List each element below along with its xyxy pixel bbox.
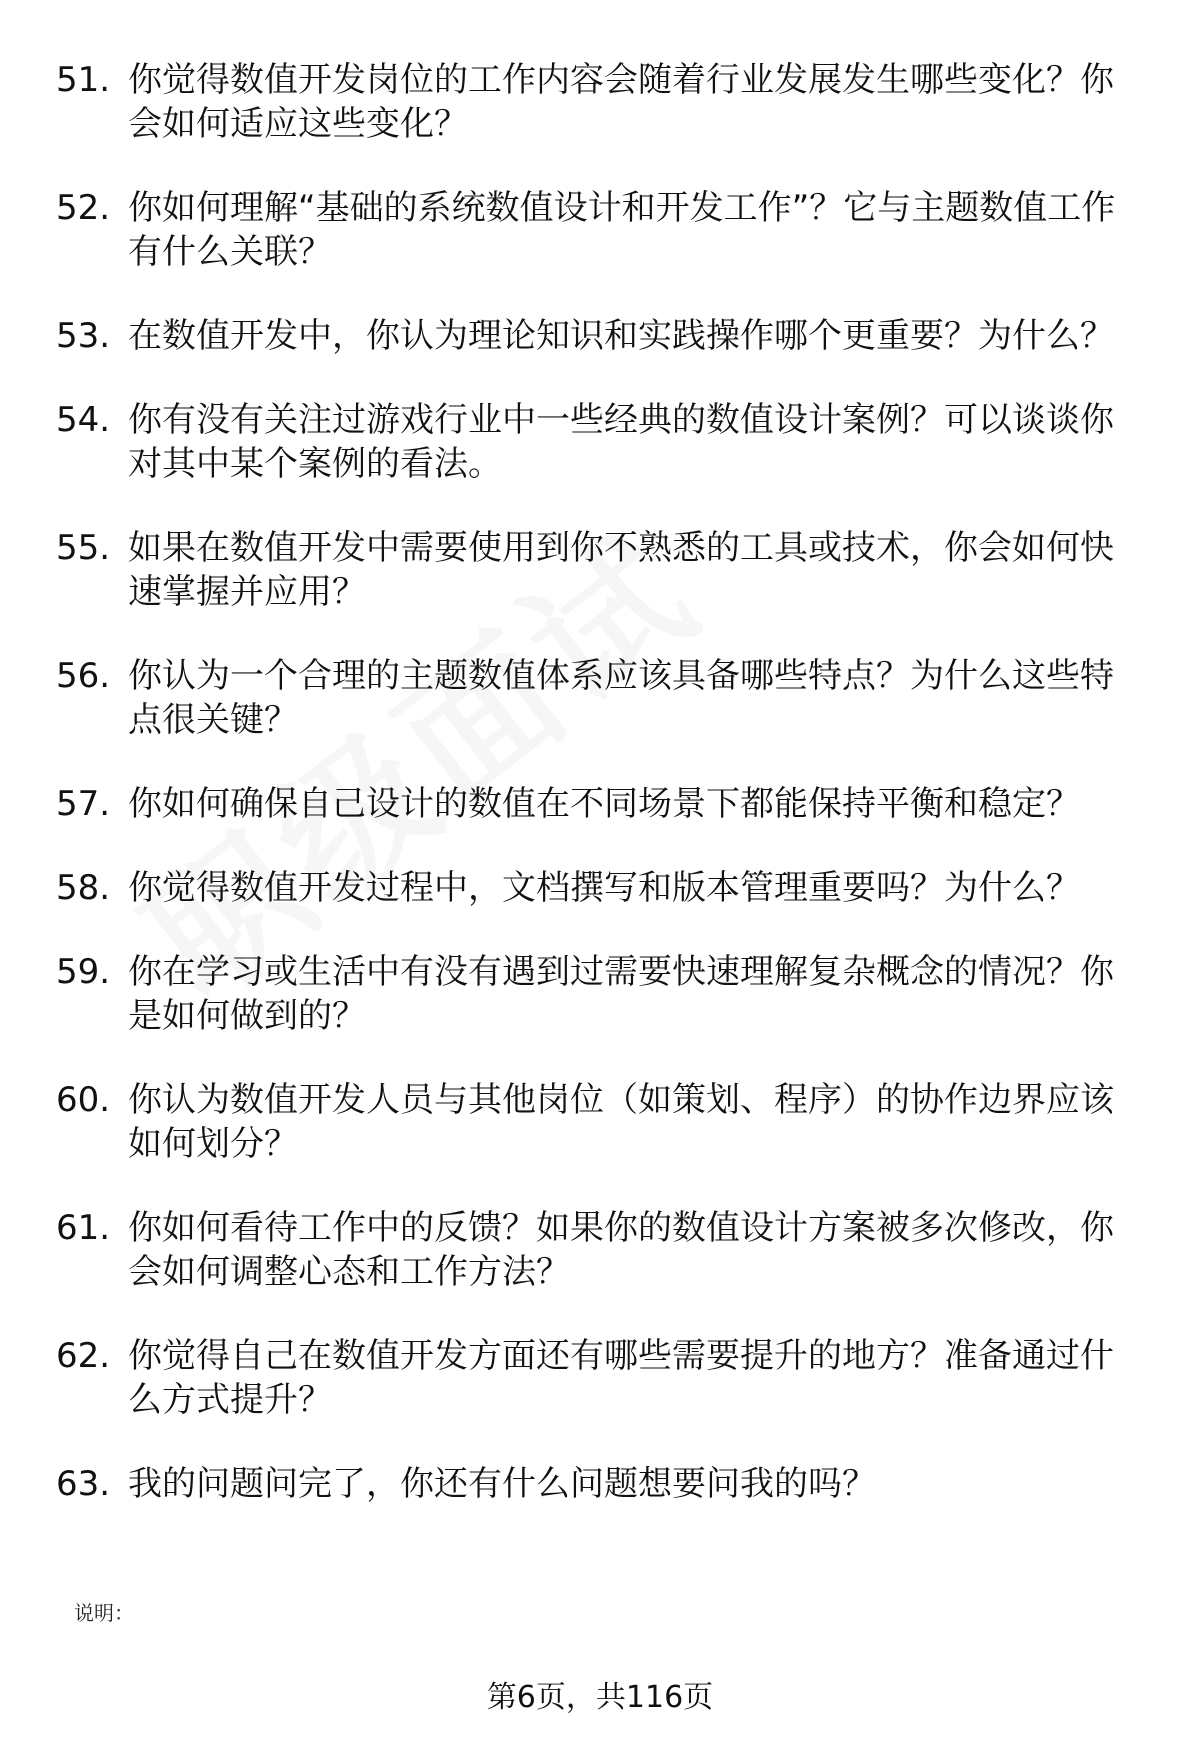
question-number: 54. <box>56 400 111 440</box>
question-text: 你如何确保自己设计的数值在不同场景下都能保持平衡和稳定？ <box>128 784 1080 824</box>
question-item <box>0 1206 1200 1294</box>
question-item <box>0 314 1200 358</box>
question-number: 56. <box>56 656 111 696</box>
question-number: 62. <box>56 1336 111 1376</box>
question-text: 你如何理解“基础的系统数值设计和开发工作”？它与主题数值工作有什么关联？ <box>128 188 1116 272</box>
question-text: 你在学习或生活中有没有遇到过需要快速理解复杂概念的情况？你是如何做到的？ <box>128 952 1114 1036</box>
question-item <box>0 186 1200 274</box>
question-item <box>0 654 1200 742</box>
question-number: 63. <box>56 1464 111 1504</box>
question-text: 你觉得自己在数值开发方面还有哪些需要提升的地方？准备通过什么方式提升？ <box>128 1336 1114 1420</box>
question-number: 61. <box>56 1208 111 1248</box>
question-text: 我的问题问完了，你还有什么问题想要问我的吗？ <box>128 1464 876 1504</box>
question-item <box>0 58 1200 146</box>
question-item <box>0 1078 1200 1166</box>
question-item <box>0 398 1200 486</box>
question-text: 你有没有关注过游戏行业中一些经典的数值设计案例？可以谈谈你对其中某个案例的看法。 <box>128 400 1114 484</box>
question-number: 58. <box>56 868 111 908</box>
question-text: 在数值开发中，你认为理论知识和实践操作哪个更重要？为什么？ <box>128 316 1114 356</box>
question-item <box>0 526 1200 614</box>
question-text: 如果在数值开发中需要使用到你不熟悉的工具或技术，你会如何快速掌握并应用？ <box>128 528 1114 612</box>
question-item <box>0 782 1200 826</box>
question-list <box>0 58 1200 1546</box>
page-footer: 第6页，共116页 <box>486 1680 714 1715</box>
question-number: 53. <box>56 316 111 356</box>
question-text: 你认为一个合理的主题数值体系应该具备哪些特点？为什么这些特点很关键？ <box>128 656 1114 740</box>
question-item <box>0 866 1200 910</box>
question-number: 60. <box>56 1080 111 1120</box>
question-item <box>0 950 1200 1038</box>
note-label: 说明： <box>74 1601 134 1625</box>
question-text: 你如何看待工作中的反馈？如果你的数值设计方案被多次修改，你会如何调整心态和工作方法？ <box>128 1208 1114 1292</box>
question-number: 59. <box>56 952 111 992</box>
question-number: 52. <box>56 188 111 228</box>
question-number: 57. <box>56 784 111 824</box>
question-text: 你认为数值开发人员与其他岗位（如策划、程序）的协作边界应该如何划分？ <box>128 1080 1114 1164</box>
question-number: 55. <box>56 528 111 568</box>
question-text: 你觉得数值开发岗位的工作内容会随着行业发展发生哪些变化？你会如何适应这些变化？ <box>128 60 1114 144</box>
question-item <box>0 1462 1200 1506</box>
question-number: 51. <box>56 60 111 100</box>
question-text: 你觉得数值开发过程中，文档撰写和版本管理重要吗？为什么？ <box>128 868 1080 908</box>
question-item <box>0 1334 1200 1422</box>
